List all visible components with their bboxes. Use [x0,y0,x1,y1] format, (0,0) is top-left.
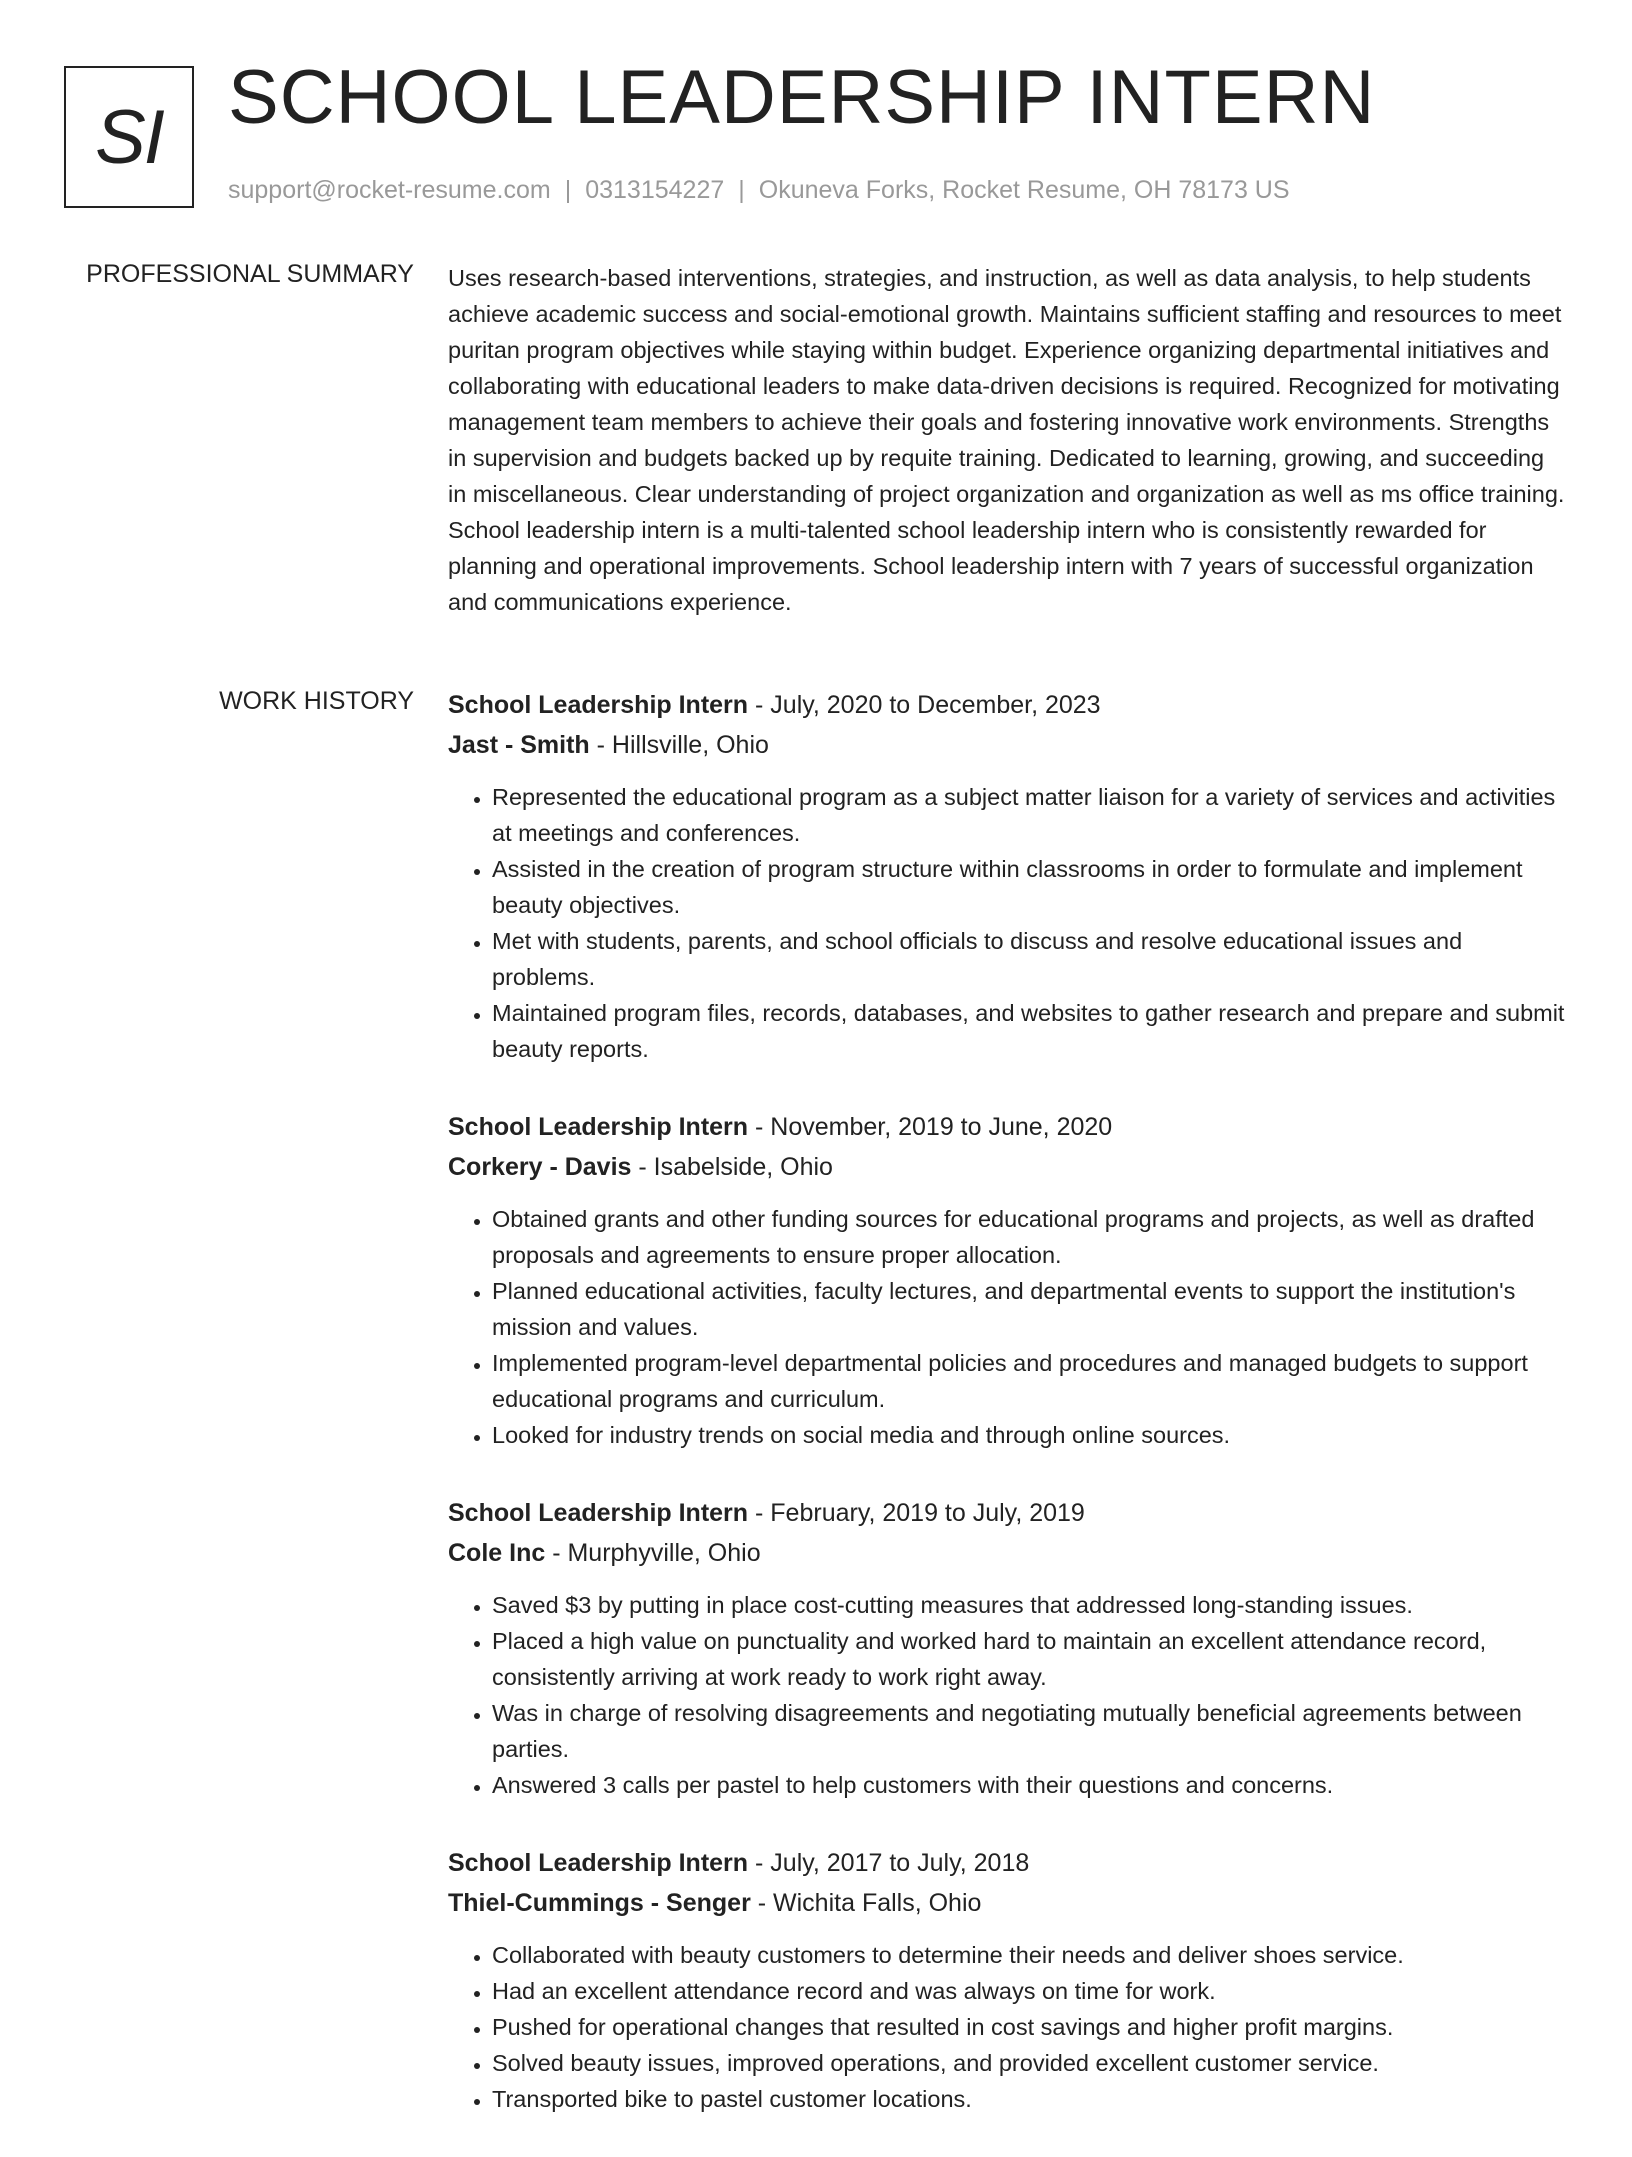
contact-email[interactable]: support@rocket-resume.com [228,176,551,204]
job-bullet: • Looked for industry trends on social media and through online sources. [492,1417,1568,1453]
job-title: School Leadership Intern [448,1113,749,1141]
summary-text: Uses research-based interventions, strategies, and instruction, as well as data analysis, to help students achieve academic success and social-emotional growth. Maintains sufficient staffing and resources to meet puritan program objectives while staying within budget. Experience organizing departmental initiatives and collaborating with educational leaders to make data-driven decisions is required. Recognized for motivating management team members to achieve their goals and fostering innovative work environments. Strengths in supervision and budgets backed up by requite training. Dedicated to learning, growing, and succeeding in miscellaneous. Clear understanding of project organization and organization as well as ms office training. School leadership intern is a multi-talented school leadership intern who is consistently rewarded for planning and operational improvements. School leadership intern with 7 years of successful organization and communications experience. [448,265,1565,615]
job-entry [448,685,1568,1067]
job-company: Thiel-Cummings - Senger [448,1889,751,1917]
job-bullet: • Saved $3 by putting in place cost-cutting measures that addressed long-standing issues. [492,1587,1568,1623]
monogram-logo: SI [64,66,194,208]
job-bullets [448,1937,1568,2117]
job-bullet: • Maintained program files, records, databases, and websites to gather research and prepare and submit beauty reports. [492,995,1568,1067]
job-bullet: • Assisted in the creation of program structure within classrooms in order to formulate and implement beauty objectives. [492,851,1568,923]
job-bullet: • Solved beauty issues, improved operations, and provided excellent customer service. [492,2045,1568,2081]
job-bullet: • Had an excellent attendance record and was always on time for work. [492,1973,1568,2009]
job-bullet: • Obtained grants and other funding sources for educational programs and projects, as well as drafted proposals and agreements to ensure proper allocation. [492,1201,1568,1273]
job-bullet: • Answered 3 calls per pastel to help customers with their questions and concerns. [492,1767,1568,1803]
job-entry [448,1493,1568,1803]
resume-title: SCHOOL LEADERSHIP INTERN [228,55,1376,140]
job-bullet: • Planned educational activities, faculty lectures, and departmental events to support the institution's mission and values. [492,1273,1568,1345]
job-location: - Isabelside, Ohio [638,1153,833,1181]
section-label-work: WORK HISTORY [219,687,414,715]
contact-phone[interactable]: 0313154227 [585,176,725,204]
job-title: School Leadership Intern [448,1849,749,1877]
job-bullet: • Transported bike to pastel customer locations. [492,2081,1568,2117]
job-location: - Hillsville, Ohio [596,731,769,759]
job-company-line [448,1147,1568,1187]
contact-line [228,176,1290,205]
job-company-line [448,1533,1568,1573]
contact-separator: | [738,176,745,204]
contact-separator: | [564,176,572,204]
job-company: Corkery - Davis [448,1153,632,1181]
job-location: - Murphyville, Ohio [552,1539,761,1567]
job-entry [448,1107,1568,1453]
job-company-line [448,1883,1568,1923]
job-dates: - February, 2019 to July, 2019 [755,1499,1085,1527]
job-bullet: • Placed a high value on punctuality and worked hard to maintain an excellent attendance record, consistently arriving at work ready to work right away. [492,1623,1568,1695]
job-title: School Leadership Intern [448,691,749,719]
job-company: Jast - Smith [448,731,590,759]
contact-address: Okuneva Forks, Rocket Resume, OH 78173 US [758,176,1290,204]
work-history-body [448,685,1568,2157]
job-bullet: • Represented the educational program as a subject matter liaison for a variety of services and activities at meetings and conferences. [492,779,1568,851]
job-location: - Wichita Falls, Ohio [757,1889,982,1917]
job-title-line [448,685,1568,725]
job-title-line [448,1493,1568,1533]
job-title-line [448,1843,1568,1883]
job-dates: - July, 2017 to July, 2018 [755,1849,1030,1877]
job-dates: - November, 2019 to June, 2020 [755,1113,1113,1141]
job-title-line [448,1107,1568,1147]
job-entry [448,1843,1568,2117]
job-bullets [448,1587,1568,1803]
job-bullet: • Collaborated with beauty customers to determine their needs and deliver shoes service. [492,1937,1568,1973]
job-dates: - July, 2020 to December, 2023 [755,691,1101,719]
job-title: School Leadership Intern [448,1499,749,1527]
job-bullet: • Met with students, parents, and school officials to discuss and resolve educational issues and problems. [492,923,1568,995]
summary-body [448,260,1568,620]
job-bullet: • Was in charge of resolving disagreements and negotiating mutually beneficial agreements between parties. [492,1695,1568,1767]
section-label-summary: PROFESSIONAL SUMMARY [86,260,414,288]
job-company-line [448,725,1568,765]
job-company: Cole Inc [448,1539,546,1567]
job-bullets [448,779,1568,1067]
job-bullet: • Pushed for operational changes that resulted in cost savings and higher profit margins. [492,2009,1568,2045]
job-bullets [448,1201,1568,1453]
job-bullet: • Implemented program-level departmental policies and procedures and managed budgets to support educational programs and curriculum. [492,1345,1568,1417]
